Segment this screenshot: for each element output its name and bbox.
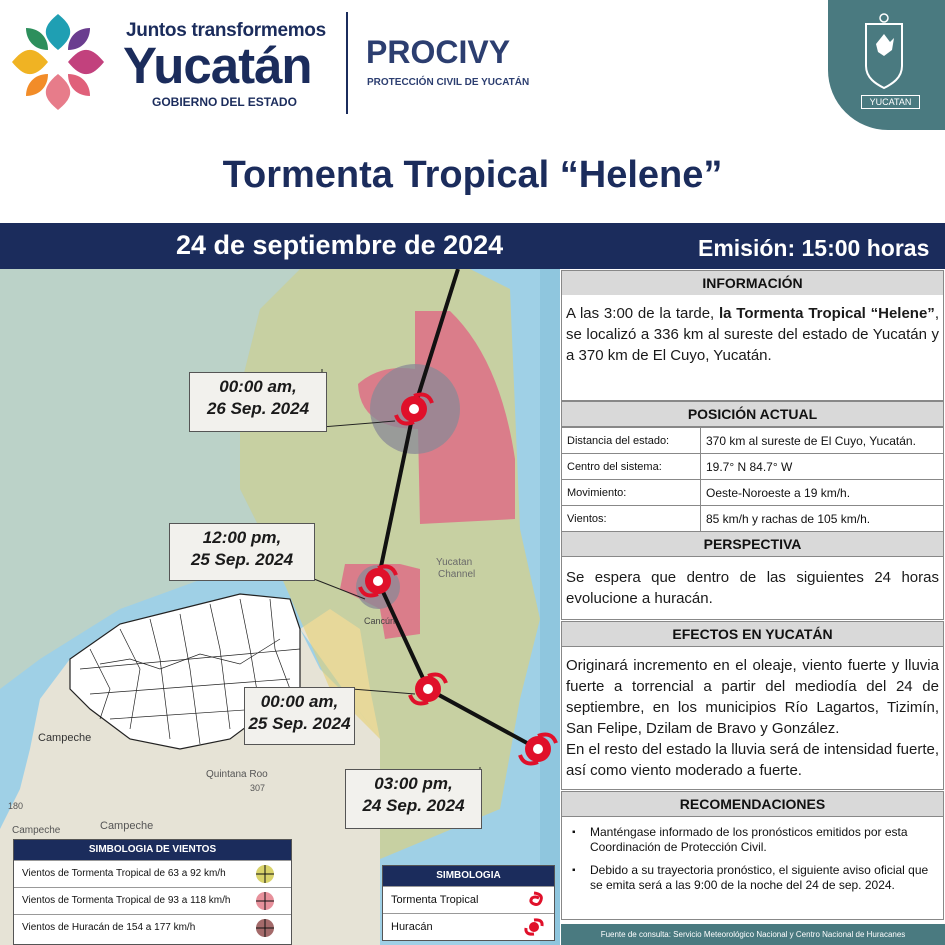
info-panel <box>561 270 944 920</box>
section-efectos-header: EFECTOS EN YUCATÁN <box>561 621 944 647</box>
tropical-storm-icon <box>523 890 545 910</box>
section-perspectiva <box>561 557 944 620</box>
header-divider <box>346 12 348 114</box>
forecast-map <box>0 269 560 945</box>
gov-slogan: Juntos transformemos <box>126 20 326 41</box>
table-row: Centro del sistema: 19.7° N 84.7° W <box>562 454 944 480</box>
wind-154-177-icon <box>254 918 276 938</box>
position-table <box>561 427 944 532</box>
wind-63-92-icon <box>254 864 276 884</box>
yucatan-logo-icon <box>8 10 108 114</box>
gov-subtitle: GOBIERNO DEL ESTADO <box>152 95 297 109</box>
section-informacion-header: INFORMACIÓN <box>561 270 944 296</box>
page-title: Tormenta Tropical “Helene” <box>222 154 723 196</box>
wind-legend <box>13 839 292 945</box>
table-row: Distancia del estado: 370 km al sureste de El Cuyo, Yucatán. <box>562 428 944 454</box>
recommendation-item: ▪ Manténgase informado de los pronósticos emitidos por esta Coordinación de Protección Civil. <box>562 825 943 855</box>
table-row: Movimiento: Oeste-Noroeste a 19 km/h. <box>562 480 944 506</box>
label-campeche-state-2: Campeche <box>12 825 61 836</box>
symbol-legend <box>382 865 555 941</box>
wind-legend-row: Vientos de Huracán de 154 a 177 km/h <box>14 914 291 941</box>
section-posicion-header: POSICIÓN ACTUAL <box>561 401 944 427</box>
forecast-callout-1: 00:00 am, 26 Sep. 2024 <box>189 372 327 432</box>
seal-label: YUCATAN <box>861 95 920 109</box>
label-campeche-state: Campeche <box>100 820 154 832</box>
label-campeche-city: Campeche <box>38 732 92 744</box>
emission-time: Emisión: 15:00 horas <box>698 235 930 261</box>
section-recomendaciones <box>561 817 944 920</box>
section-efectos <box>561 647 944 790</box>
recommendation-item: ▪ Debido a su trayectoria pronóstico, el siguiente aviso oficial que se emita será a las 9:00 de la noche del 24 de sep. 2024. <box>562 863 943 893</box>
informacion-text: A las 3:00 de la tarde, la Tormenta Tropical “Helene”, se localizó a 336 km al sureste del estado de Yucatán y a 370 km de El Cuyo, Yucatán. <box>566 305 939 364</box>
table-row: Vientos: 85 km/h y rachas de 105 km/h. <box>562 506 944 532</box>
agency-name: PROCIVY <box>366 34 511 70</box>
source-footer: Fuente de consulta: Servicio Meteorológico Nacional y Centro Nacional de Huracanes <box>561 924 945 945</box>
state-seal-panel <box>828 0 945 130</box>
perspectiva-text: Se espera que dentro de las siguientes 24 horas evolucione a huracán. <box>566 569 939 607</box>
section-recomendaciones-header: RECOMENDACIONES <box>561 791 944 817</box>
forecast-callout-4: 03:00 pm, 24 Sep. 2024 <box>345 769 482 829</box>
label-route-180: 180 <box>8 801 24 811</box>
bulletin-date: 24 de septiembre de 2024 <box>176 230 504 260</box>
symbol-legend-row: Huracán <box>383 913 554 940</box>
wind-legend-row: Vientos de Tormenta Tropical de 93 a 118 km/h <box>14 887 291 914</box>
label-quintana-roo: Quintana Roo <box>206 769 268 780</box>
efectos-text-1: Originará incremento en el oleaje, viento fuerte y lluvia fuerte a torrencial a partir del mediodía del 24 de septiembre, en los municipios Río Lagartos, Tizimín, San Felipe, Dzilam de Bravo y González. <box>566 657 939 737</box>
label-yucatan-channel-2: Channel <box>438 569 476 580</box>
forecast-callout-2: 12:00 pm, 25 Sep. 2024 <box>169 523 315 581</box>
symbol-legend-row: Tormenta Tropical <box>383 886 554 913</box>
efectos-text-2: En el resto del estado la lluvia será de intensidad fuerte, así como viento moderado a fuerte. <box>566 741 939 779</box>
wind-legend-row: Vientos de Tormenta Tropical de 63 a 92 km/h <box>14 860 291 887</box>
agency-subtitle: PROTECCIÓN CIVIL DE YUCATÁN <box>367 77 530 88</box>
gov-name: Yucatán <box>123 37 312 94</box>
label-yucatan-channel: Yucatan <box>436 557 473 568</box>
section-informacion <box>561 295 944 401</box>
coat-of-arms-icon <box>828 0 945 130</box>
wind-93-118-icon <box>254 891 276 911</box>
wind-legend-title: SIMBOLOGIA DE VIENTOS <box>14 840 291 860</box>
symbol-legend-title: SIMBOLOGIA <box>383 866 554 886</box>
hurricane-icon <box>523 917 545 937</box>
label-cancun: Cancún <box>364 616 396 626</box>
forecast-callout-3: 00:00 am, 25 Sep. 2024 <box>244 687 355 745</box>
label-route-307: 307 <box>250 783 266 793</box>
section-perspectiva-header: PERSPECTIVA <box>561 531 944 557</box>
